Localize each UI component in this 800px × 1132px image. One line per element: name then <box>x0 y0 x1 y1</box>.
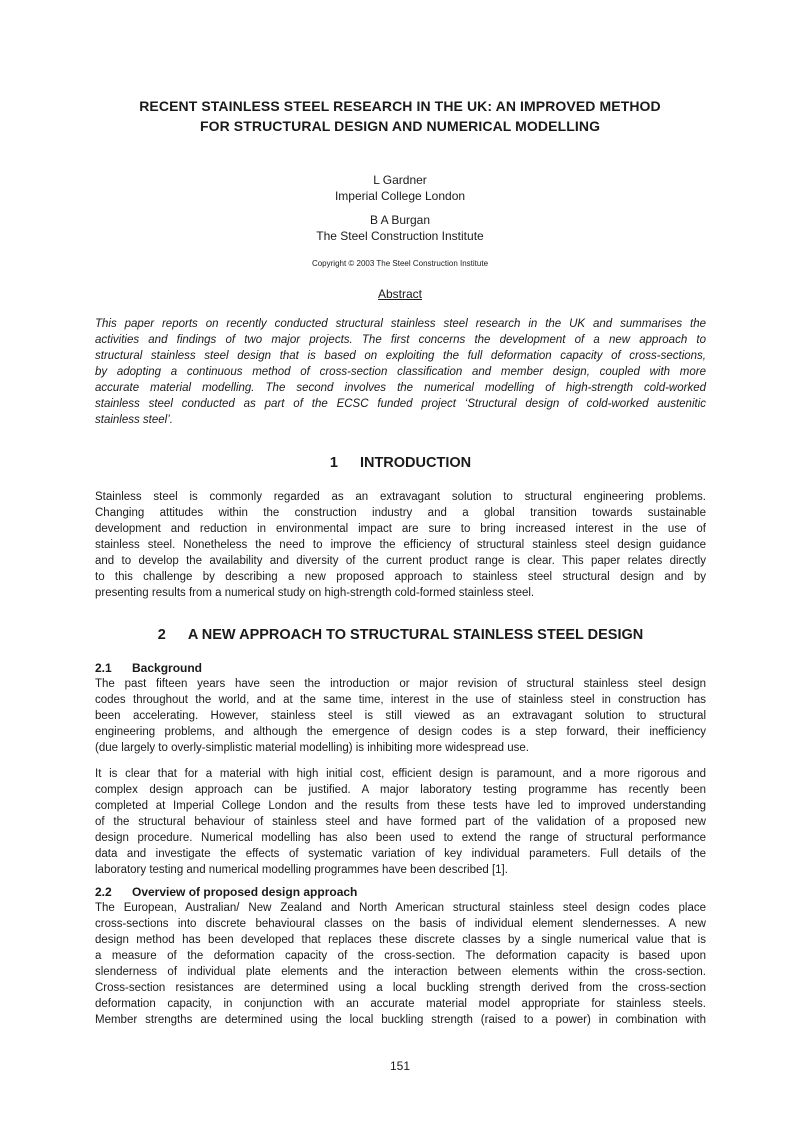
abstract-heading <box>300 286 500 302</box>
author-block <box>200 172 600 204</box>
subsection-number: 2.1 <box>95 661 112 675</box>
text-line: (due largely to overly-simplistic material modelling) is inhibiting more widespread use. <box>95 742 529 754</box>
copyright-notice: Copyright © 2003 The Steel Construction Institute <box>311 259 489 268</box>
subsection-title: Background <box>132 661 203 675</box>
overview-paragraph <box>95 900 706 1028</box>
text-line: of the structural behaviour of stainless steel and have formed part of the validation of a proposed new <box>95 816 706 828</box>
text-line: activities and findings of two major projects. The first concerns the development of a new approach to <box>95 334 706 346</box>
paper-title <box>96 96 704 136</box>
text-line: deformation capacity, in conjunction with an accurate material model appropriate for stainless steels. <box>95 998 706 1010</box>
subsection-2-1-heading <box>95 660 202 676</box>
section-title: A NEW APPROACH TO STRUCTURAL STAINLESS STEEL DESIGN <box>187 627 644 643</box>
author-name: L Gardner <box>373 173 427 187</box>
text-line: codes throughout the world, and at the same time, interest in the use of stainless steel in construction has <box>95 694 706 706</box>
text-line: completed at Imperial College London and the results from these tests have led to improved understanding <box>95 800 706 812</box>
text-line: and to develop the availability and diversity of the current product range is clear. This paper relates directly <box>95 555 706 567</box>
text-line: Cross-section resistances are determined using a local buckling strength derived from the cross-section <box>95 982 706 994</box>
text-line: a measure of the deformation capacity of the cross-section. The deformation capacity is based upon <box>95 950 706 962</box>
text-line: to this challenge by describing a new proposed approach to stainless steel structural design and by <box>95 571 706 583</box>
section-number: 2 <box>157 627 166 643</box>
text-line: Member strengths are determined using the local buckling strength (raised to a power) in combination with <box>95 1014 706 1026</box>
subsection-2-2-heading <box>95 884 357 900</box>
subsection-title: Overview of proposed design approach <box>132 885 358 899</box>
section-number: 1 <box>329 455 338 471</box>
abstract-heading-label: Abstract <box>377 287 422 301</box>
text-line: engineering problems, and although the emergence of design codes is a step forward, their inefficiency <box>95 726 706 738</box>
text-line: stainless steel’. <box>95 414 173 426</box>
text-line: The past fifteen years have seen the introduction or major revision of structural stainless steel design <box>95 678 706 690</box>
text-line: data and investigate the effects of systematic variation of key individual parameters. Full details of the <box>95 848 706 860</box>
section-title: INTRODUCTION <box>359 455 472 471</box>
title-line: FOR STRUCTURAL DESIGN AND NUMERICAL MODELLING <box>199 118 601 134</box>
title-line: RECENT STAINLESS STEEL RESEARCH IN THE UK: AN IMPROVED METHOD <box>139 98 661 114</box>
text-line: complex design approach can be justified. A major laboratory testing programme has recently been <box>95 784 706 796</box>
introduction-paragraph <box>95 489 706 601</box>
author-name: B A Burgan <box>369 213 431 227</box>
author-affiliation: Imperial College London <box>334 189 466 203</box>
section-2-heading <box>95 626 706 644</box>
text-line: design procedure. Numerical modelling has also been used to extend the range of structural performance <box>95 832 706 844</box>
text-line: by adopting a continuous method of cross-section classification and member design, coupled with more <box>95 366 706 378</box>
text-line: Changing attitudes within the construction industry and a global transition towards sustainable <box>95 507 706 519</box>
abstract-paragraph <box>95 316 706 428</box>
author-block <box>200 212 600 244</box>
text-line: structural stainless steel design that is based on exploiting the full deformation capacity of cross-sections, <box>95 350 706 362</box>
author-affiliation: The Steel Construction Institute <box>316 229 484 243</box>
text-line: slenderness of individual plate elements and the interaction between elements within the cross-section. <box>95 966 706 978</box>
text-line: development and reduction in environmental impact are sure to bring increased interest in the use of <box>95 523 706 535</box>
section-1-heading <box>95 454 706 472</box>
text-line: accurate material modelling. The second involves the numerical modelling of high-strength cold-worked <box>95 382 706 394</box>
subsection-number: 2.2 <box>95 885 112 899</box>
text-line: laboratory testing and numerical modelling programmes have been described [1]. <box>95 864 508 876</box>
text-line: This paper reports on recently conducted structural stainless steel research in the UK and summarises the <box>95 318 706 330</box>
page-number: 151 <box>389 1059 411 1073</box>
text-line: presenting results from a numerical study on high-strength cold-formed stainless steel. <box>95 587 535 599</box>
text-line: The European, Australian/ New Zealand and North American structural stainless steel design codes place <box>95 902 706 914</box>
text-line: stainless steel. Nonetheless the need to improve the efficiency of structural stainless steel design guidance <box>95 539 706 551</box>
background-paragraph-1 <box>95 676 706 756</box>
text-line: It is clear that for a material with high initial cost, efficient design is paramount, and a more rigorous and <box>95 768 706 780</box>
text-line: been accelerating. However, stainless steel is still viewed as an extravagant solution to structural <box>95 710 706 722</box>
text-line: stainless steel conducted as part of the ECSC funded project ‘Structural design of cold-worked austenitic <box>95 398 706 410</box>
background-paragraph-2 <box>95 766 706 878</box>
text-line: design method has been developed that replaces these discrete classes by a single numerical value that is <box>95 934 706 946</box>
text-line: Stainless steel is commonly regarded as an extravagant solution to structural engineering problems. <box>95 491 706 503</box>
text-line: cross-sections into discrete behavioural classes on the basis of individual element slendernesses. A new <box>95 918 706 930</box>
